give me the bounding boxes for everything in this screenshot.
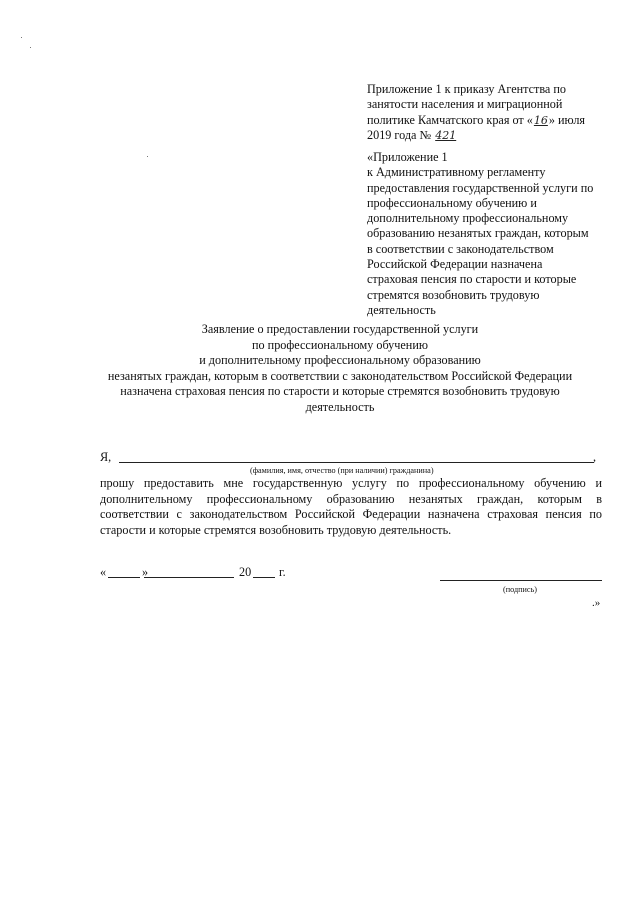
signature-field[interactable]	[440, 580, 602, 581]
application-title	[80, 322, 600, 416]
appendix-regulation-line: дополнительному профессиональному	[367, 211, 569, 226]
scan-speck	[21, 37, 22, 38]
request-line: прошу предоставить мне государственную услугу по профессиональному обучению и	[100, 476, 602, 490]
title-line: незанятых граждан, которым в соответствии с законодательством Российской Федерации	[107, 368, 573, 383]
applicant-comma: ,	[593, 450, 597, 464]
appendix-regulation-line: страховая пенсия по старости и которые	[367, 272, 577, 287]
signature-caption: (подпись)	[503, 585, 537, 594]
appendix-order-text: 2019 года №	[367, 127, 432, 142]
appendix-order-header	[367, 82, 612, 143]
applicant-name-row	[100, 450, 600, 466]
appendix-regulation-line: к Административному регламенту	[367, 165, 546, 180]
title-line: Заявление о предоставлении государственной услуги	[201, 322, 479, 336]
title-line: по профессиональному обучению	[252, 337, 428, 352]
applicant-name-field[interactable]	[119, 462, 594, 463]
appendix-order-text: » июля	[548, 112, 586, 127]
year-prefix: 20	[239, 565, 252, 579]
date-month-field[interactable]	[144, 577, 234, 578]
scan-speck	[30, 47, 31, 48]
closing-quote-mark: .»	[592, 597, 601, 609]
title-line: назначена страховая пенсия по старости и которые стремятся возобновить трудовую	[120, 384, 560, 399]
appendix-regulation-line: Российской Федерации назначена	[367, 257, 543, 272]
appendix-regulation-line: «Приложение 1	[367, 150, 448, 164]
appendix-regulation-line: деятельность	[367, 302, 436, 317]
title-line: и дополнительному профессиональному образованию	[199, 353, 481, 368]
date-year-field[interactable]	[253, 577, 275, 578]
date-close-quote: »	[142, 565, 149, 579]
appendix-order-line: Приложение 1 к приказу Агентства по	[367, 82, 566, 96]
applicant-label: Я,	[100, 450, 112, 464]
appendix-regulation-line: в соответствии с законодательством	[367, 241, 554, 256]
appendix-regulation-line: профессиональному обучению и	[367, 195, 537, 210]
appendix-regulation-line: образованию незанятых граждан, которым	[367, 226, 589, 241]
scan-speck	[147, 156, 148, 157]
request-paragraph	[100, 476, 602, 538]
request-line: старости и которые стремятся возобновить трудовую деятельность.	[100, 522, 452, 537]
title-line: деятельность	[305, 399, 375, 414]
appendix-order-line	[367, 113, 612, 128]
appendix-order-line	[367, 128, 612, 143]
date-row	[100, 565, 340, 581]
appendix-order-line: занятости населения и миграционной	[367, 97, 563, 112]
appendix-regulation-line: предоставления государственной услуги по	[367, 180, 594, 195]
request-line: соответствии с законодательством Российской Федерации назначена страховая пенсия по	[100, 507, 602, 522]
appendix-regulation-header	[367, 150, 617, 318]
handwritten-day: 16	[533, 113, 548, 127]
date-day-field[interactable]	[108, 577, 140, 578]
handwritten-order-number: 421	[435, 128, 457, 142]
date-open-quote: «	[100, 565, 107, 579]
appendix-regulation-line: стремятся возобновить трудовую	[367, 287, 540, 302]
fio-caption: (фамилия, имя, отчество (при наличии) гражданина)	[250, 466, 434, 475]
request-line: дополнительному профессиональному образованию незанятых граждан, которым в	[100, 491, 602, 506]
appendix-order-text: политике Камчатского края от «	[367, 112, 533, 127]
year-suffix: г.	[279, 565, 286, 579]
